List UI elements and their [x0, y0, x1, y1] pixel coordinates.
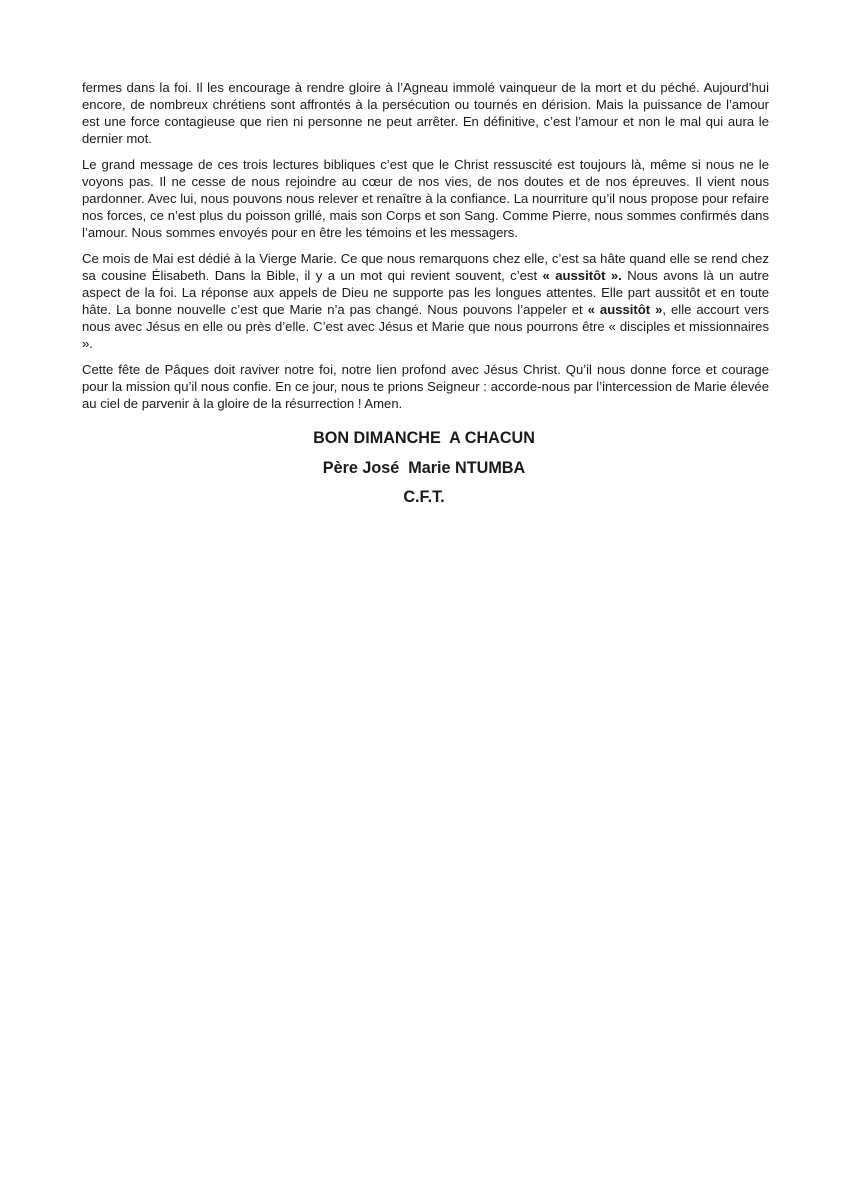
emphasis-aussitot: « aussitôt » [587, 302, 663, 317]
paragraph-text: Le grand message de ces trois lectures bibliques c’est que le Christ ressuscité est toujours là, même si nous ne le voyons pas. Il ne cesse de nous rejoindre au cœur de nos vies, de nos doutes et de nos épreuves. Il vient nous pardonner. Avec lui, nous pouvons nous relever et renaître à la confiance. La nourriture qu’il nous propose pour refaire nos forces, ce n’est plus du poisson grillé, mais son Corps et son Sang. Comme Pierre, nous sommes confirmés dans l’amour. Nous sommes envoyés pour en être les témoins et les messagers. [82, 157, 769, 240]
paragraph-text: Nous avons là un autre aspect de la foi. La réponse aux appels de Dieu ne supporte pas les longues attentes. Elle part aussitôt et en toute hâte. La bonne nouvelle c’est que Marie n’a pas changé. Nous pouvons l’appeler et [82, 268, 769, 317]
paragraph-3 [82, 250, 769, 352]
paragraph-1 [82, 79, 769, 147]
closing-greeting: BON DIMANCHE A CHACUN [313, 429, 535, 447]
closing-author: Père José Marie NTUMBA [322, 459, 526, 477]
closing-affiliation: C.F.T. [403, 488, 445, 506]
paragraph-text: fermes dans la foi. Il les encourage à rendre gloire à l’Agneau immolé vainqueur de la mort et du péché. Aujourd’hui encore, de nombreux chrétiens sont affrontés à la persécution ou tournés en dérision. Mais la puissance de l’amour est une force contagieuse que rien ni personne ne peut arrêter. En définitive, c’est l’amour et non le mal qui aura le dernier mot. [82, 80, 769, 146]
paragraph-text: Ce mois de Mai est dédié à la Vierge Marie. Ce que nous remarquons chez elle, c’est sa hâte quand elle se rend chez sa cousine Élisabeth. Dans la Bible, il y a un mot qui revient souvent, c’est [82, 251, 769, 283]
paragraph-text: , elle accourt vers nous avec Jésus en elle ou près d’elle. C’est avec Jésus et Marie que nous pourrons être « disciples et missionnaires ». [82, 302, 770, 351]
paragraph-text: Cette fête de Pâques doit raviver notre foi, notre lien profond avec Jésus Christ. Qu’il nous donne force et courage pour la mission qu’il nous confie. En ce jour, nous te prions Seigneur : accorde-nous par l’intercession de Marie élevée au ciel de parvenir à la gloire de la résurrection ! Amen. [82, 362, 769, 411]
emphasis-aussitot: « aussitôt ». [542, 268, 622, 283]
body-text [82, 79, 769, 421]
paragraph-4 [82, 361, 769, 412]
paragraph-2 [82, 156, 769, 241]
